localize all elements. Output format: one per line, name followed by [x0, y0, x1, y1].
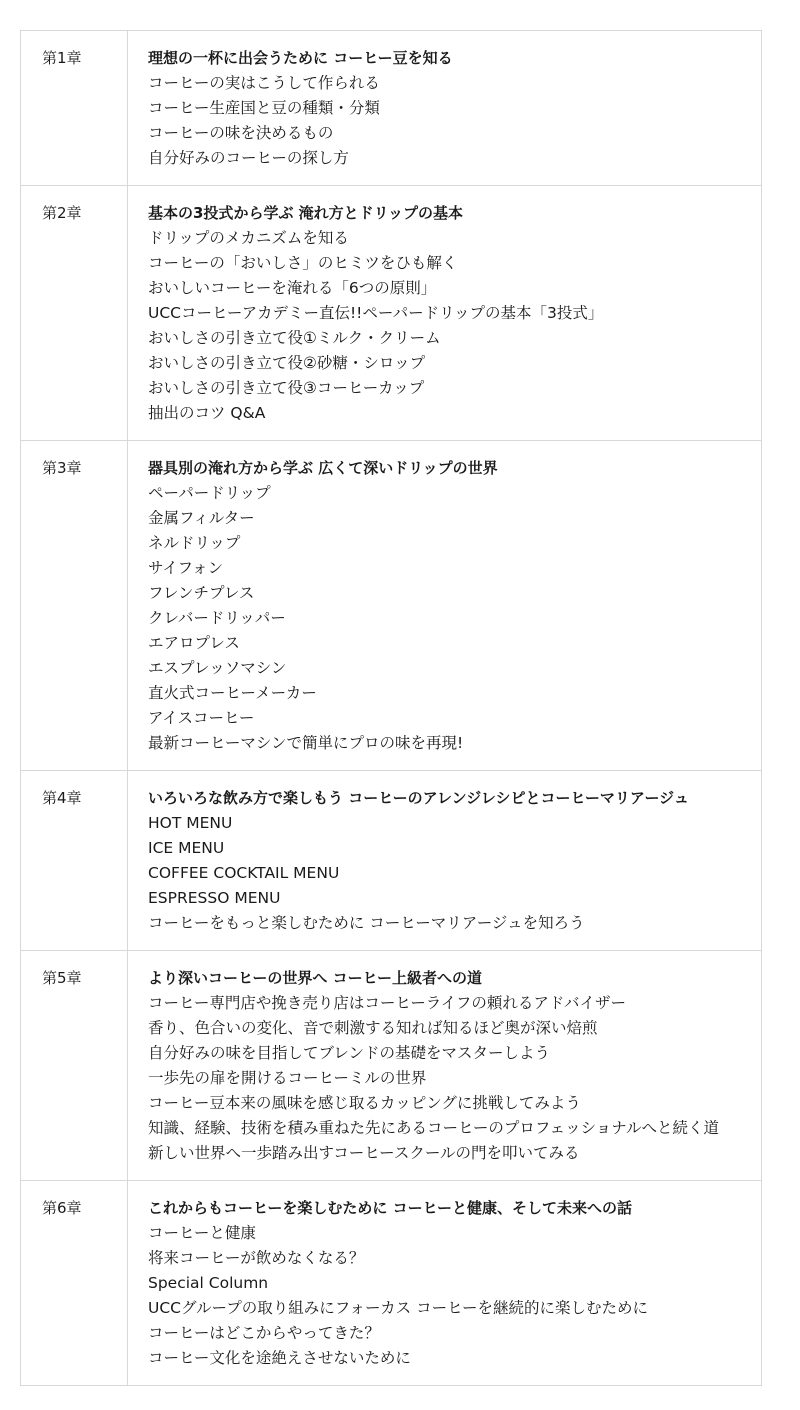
section-item: 自分好みの味を目指してブレンドの基礎をマスターしよう [148, 1044, 550, 1062]
chapter-title: 基本の3投式から学ぶ 淹れ方とドリップの基本 [148, 204, 464, 222]
section-item: クレバードリッパー [148, 609, 286, 627]
chapter-contents [128, 1181, 762, 1386]
section-item: サイフォン [148, 559, 224, 577]
section-item: ESPRESSO MENU [148, 889, 281, 907]
section-item: UCCグループの取り組みにフォーカス コーヒーを継続的に楽しむために [148, 1299, 648, 1317]
section-item: コーヒー文化を途絶えさせないために [148, 1349, 411, 1367]
chapter-row [21, 186, 762, 441]
section-item: コーヒーをもっと楽しむために コーヒーマリアージュを知ろう [148, 914, 585, 932]
section-item: エアロプレス [148, 634, 240, 652]
chapter-contents [128, 31, 762, 186]
chapter-contents [128, 951, 762, 1181]
section-item: 最新コーヒーマシンで簡単にプロの味を再現! [148, 734, 464, 752]
section-item: おいしさの引き立て役③コーヒーカップ [148, 379, 425, 397]
section-item: 知識、経験、技術を積み重ねた先にあるコーヒーのプロフェッショナルへと続く道 [148, 1119, 720, 1137]
section-item: 新しい世界へ一歩踏み出すコーヒースクールの門を叩いてみる [148, 1144, 580, 1162]
section-item: ネルドリップ [148, 534, 241, 552]
chapter-title: より深いコーヒーの世界へ コーヒー上級者への道 [148, 969, 483, 987]
chapter-number: 第6章 [21, 1181, 128, 1386]
chapter-row [21, 31, 762, 186]
chapter-title: これからもコーヒーを楽しむために コーヒーと健康、そして未来への話 [148, 1199, 633, 1217]
section-item: 将来コーヒーが飲めなくなる？ [148, 1249, 365, 1267]
chapter-row [21, 771, 762, 951]
chapter-number: 第5章 [21, 951, 128, 1181]
toc-body [21, 31, 762, 1386]
chapter-row [21, 1181, 762, 1386]
section-item: おいしさの引き立て役②砂糖・シロップ [148, 354, 426, 372]
section-item: おいしいコーヒーを淹れる「6つの原則」 [148, 279, 437, 297]
section-item: ドリップのメカニズムを知る [148, 229, 349, 247]
section-item: おいしさの引き立て役①ミルク・クリーム [148, 329, 441, 347]
section-item: エスプレッソマシン [148, 659, 287, 677]
section-item: コーヒーと健康 [148, 1224, 256, 1242]
section-item: ペーパードリップ [148, 484, 271, 502]
chapter-row [21, 441, 762, 771]
chapter-contents [128, 441, 762, 771]
chapter-number: 第2章 [21, 186, 128, 441]
section-item: フレンチプレス [148, 584, 255, 602]
section-item: コーヒーの「おいしさ」のヒミツをひも解く [148, 254, 458, 272]
chapter-number: 第4章 [21, 771, 128, 951]
chapter-title: 理想の一杯に出会うために コーヒー豆を知る [148, 49, 453, 67]
chapter-row [21, 951, 762, 1181]
section-item: UCCコーヒーアカデミー直伝!!ペーパードリップの基本「3投式」 [148, 304, 604, 322]
section-item: ICE MENU [148, 839, 225, 857]
section-item: HOT MENU [148, 814, 233, 832]
section-item: Special Column [148, 1274, 269, 1292]
section-item: 直火式コーヒーメーカー [148, 684, 317, 702]
section-item: コーヒー生産国と豆の種類・分類 [148, 99, 380, 117]
section-item: コーヒー専門店や挽き売り店はコーヒーライフの頼れるアドバイザー [148, 994, 627, 1012]
section-item: 抽出のコツ Q&A [148, 404, 266, 422]
section-item: 自分好みのコーヒーの探し方 [148, 149, 349, 167]
section-item: 金属フィルター [148, 509, 255, 527]
section-item: 一歩先の扉を開けるコーヒーミルの世界 [148, 1069, 427, 1087]
section-item: COFFEE COCKTAIL MENU [148, 864, 340, 882]
table-of-contents [20, 30, 762, 1386]
section-item: コーヒー豆本来の風味を感じ取るカッピングに挑戦してみよう [148, 1094, 581, 1112]
chapter-number: 第3章 [21, 441, 128, 771]
chapter-contents [128, 771, 762, 951]
section-item: アイスコーヒー [148, 709, 255, 727]
section-item: コーヒーの味を決めるもの [148, 124, 334, 142]
chapter-contents [128, 186, 762, 441]
section-item: コーヒーはどこからやってきた？ [148, 1324, 380, 1342]
section-item: 香り、色合いの変化、音で刺激する知れば知るほど奥が深い焙煎 [148, 1019, 598, 1037]
chapter-title: 器具別の淹れ方から学ぶ 広くて深いドリップの世界 [148, 459, 498, 477]
chapter-number: 第1章 [21, 31, 128, 186]
section-item: コーヒーの実はこうして作られる [148, 74, 380, 92]
chapter-title: いろいろな飲み方で楽しもう コーヒーのアレンジレシピとコーヒーマリアージュ [148, 789, 689, 807]
